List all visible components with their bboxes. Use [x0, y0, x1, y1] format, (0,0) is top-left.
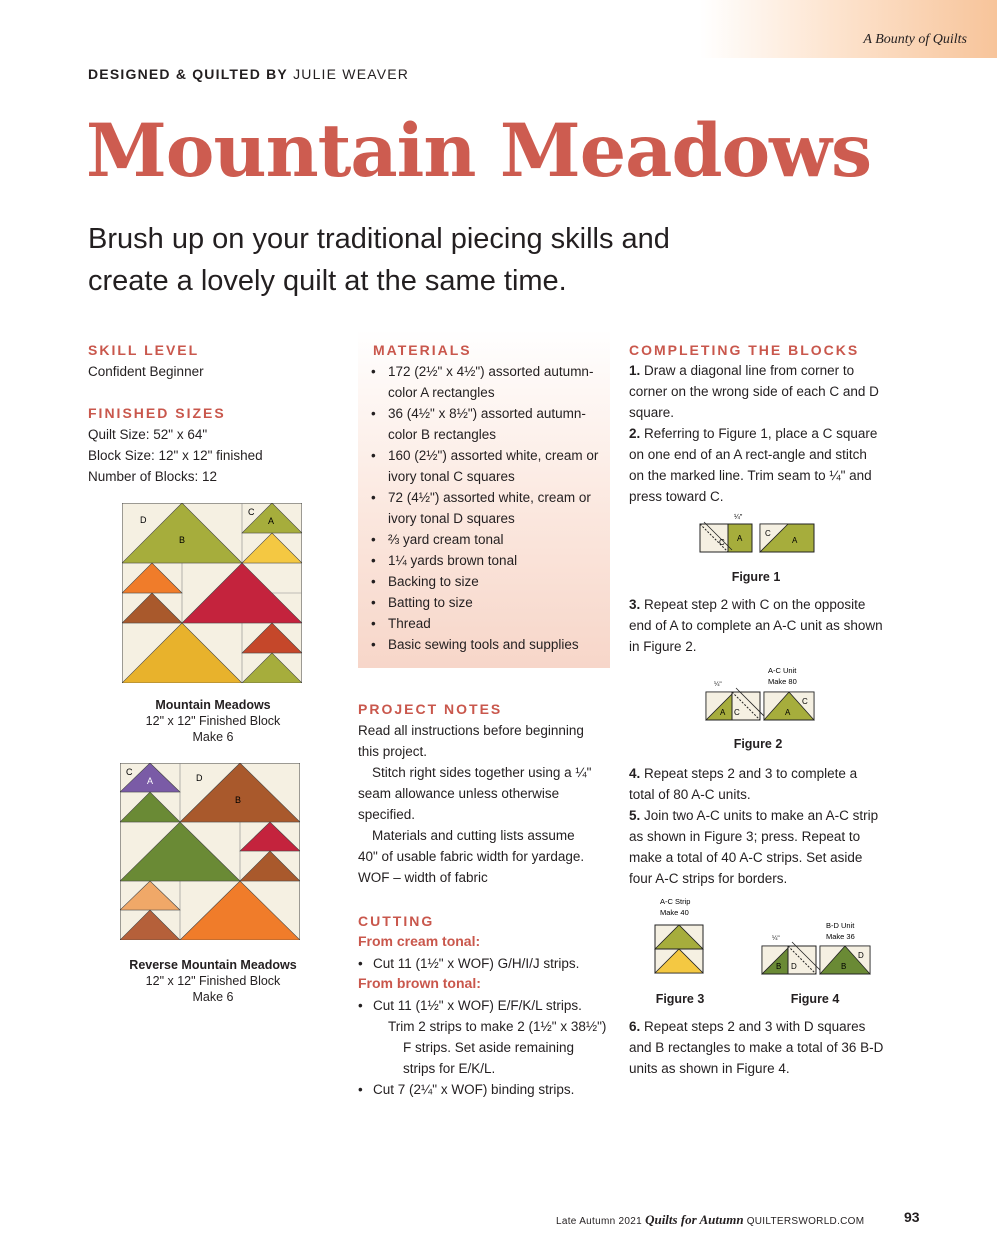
skill-level-value: Confident Beginner: [88, 364, 204, 379]
figure-1-diagram: [696, 510, 818, 558]
step-number: 6.: [629, 1019, 641, 1034]
step-4: [629, 763, 884, 805]
step-2: [629, 423, 884, 507]
block1-make: Make 6: [192, 730, 234, 744]
cutting-cream-heading: From cream tonal:: [358, 933, 481, 949]
project-notes-heading: PROJECT NOTES: [358, 701, 503, 717]
step-6: [629, 1016, 884, 1079]
page-footer: [556, 1212, 864, 1228]
step-text: Repeat steps 2 and 3 with D squares and B rectangles to make a total of 36 B-D units as shown in Figure 4.: [629, 1019, 884, 1076]
fig4-label-d1: D: [791, 962, 797, 971]
block1-label-b: B: [179, 535, 186, 545]
footer-magazine: Quilts for Autumn: [645, 1212, 744, 1227]
step-text: Draw a diagonal line from corner to corner on the wrong side of each C and D square.: [629, 363, 879, 420]
project-notes: [358, 720, 598, 888]
fig2-label-c2: C: [802, 697, 808, 706]
materials-item: • Backing to size: [358, 571, 603, 592]
step-3: [629, 594, 884, 657]
notes-paragraph: Materials and cutting lists assume 40" of usable fabric width for yardage.: [358, 828, 585, 864]
figure-2-diagram: [702, 664, 818, 724]
materials-item: • 1¼ yards brown tonal: [358, 550, 603, 571]
materials-item: • Batting to size: [358, 592, 603, 613]
block2-name: Reverse Mountain Meadows: [129, 958, 297, 972]
fig2-label-a1: A: [720, 708, 726, 717]
notes-paragraph: Read all instructions before beginning this project.: [358, 723, 584, 759]
figure-3-diagram: [650, 895, 710, 979]
step-number: 3.: [629, 597, 641, 612]
step-number: 4.: [629, 766, 641, 781]
byline-label: DESIGNED & QUILTED BY: [88, 66, 288, 82]
skill-level-heading: SKILL LEVEL: [88, 342, 200, 358]
step-number: 2.: [629, 426, 641, 441]
materials-item: • 36 (4½" x 8½") assorted autumn-color B rectangles: [358, 403, 603, 445]
notes-paragraph: Stitch right sides together using a ¼" seam allowance unless otherwise specified.: [358, 765, 592, 822]
reverse-mountain-meadows-block-diagram: [120, 763, 300, 940]
fig2-label-c1: C: [734, 708, 740, 717]
step-text: Repeat step 2 with C on the opposite end of A to complete an A-C unit as shown in Figure 2.: [629, 597, 883, 654]
finished-sizes-list: [88, 424, 263, 487]
materials-item: • 72 (4½") assorted white, cream or ivory tonal D squares: [358, 487, 603, 529]
cutting-heading: CUTTING: [358, 913, 435, 929]
mountain-meadows-block-diagram: [122, 503, 302, 683]
materials-item: • Thread: [358, 613, 603, 634]
fig2-label-a2: A: [785, 708, 791, 717]
block2-label-b: B: [235, 795, 242, 805]
notes-paragraph: WOF – width of fabric: [358, 870, 488, 885]
figure-4-diagram: [758, 918, 874, 978]
block1-label-d: D: [140, 515, 147, 525]
fig1-label-a2: A: [792, 536, 798, 545]
fig3-ac-strip: A-C Strip: [660, 897, 691, 906]
header-banner: [700, 0, 997, 58]
block1-label-a: A: [268, 516, 275, 526]
fig4-label-b1: B: [776, 962, 782, 971]
figure-2-caption: Figure 2: [733, 737, 783, 751]
block2-label-a: A: [147, 776, 154, 786]
block1-size: 12" x 12" Finished Block: [145, 714, 281, 728]
block2-label-c: C: [126, 767, 133, 777]
quilt-size: Quilt Size: 52" x 64": [88, 427, 208, 442]
fig4-bd-unit: B-D Unit: [826, 921, 855, 930]
cutting-cream-list: [358, 953, 608, 974]
step-5: [629, 805, 884, 889]
fig1-label-c2: C: [765, 529, 771, 538]
fig1-label-a1: A: [737, 534, 743, 543]
block-count: Number of Blocks: 12: [88, 469, 218, 484]
cutting-brown-heading: From brown tonal:: [358, 975, 481, 991]
fig4-label-b2: B: [841, 962, 847, 971]
section-banner-text: A Bounty of Quilts: [863, 32, 967, 47]
materials-item: • ⅔ yard cream tonal: [358, 529, 603, 550]
byline: [88, 66, 409, 82]
block1-caption: [92, 697, 334, 745]
fig4-make36: Make 36: [826, 932, 855, 941]
block1-label-c: C: [248, 507, 255, 517]
step-text: Referring to Figure 1, place a C square on one end of an A rect-angle and stitch on the marked line. Trim seam to ¼" and press toward C.: [629, 426, 878, 504]
fig1-label-c1: C: [719, 538, 725, 547]
figure-1-caption: Figure 1: [731, 570, 781, 584]
materials-item: • 160 (2½") assorted white, cream or ivory tonal C squares: [358, 445, 603, 487]
block-size: Block Size: 12" x 12" finished: [88, 448, 263, 463]
cutting-item: [358, 995, 610, 1079]
fig1-quarter: ¼": [734, 514, 743, 521]
fig4-label-d2: D: [858, 951, 864, 960]
materials-item: • 172 (2½" x 4½") assorted autumn-color A rectangles: [358, 361, 603, 403]
fig2-make80: Make 80: [768, 677, 797, 686]
cutting-item: • Cut 7 (2¼" x WOF) binding strips.: [358, 1079, 610, 1100]
finished-sizes-heading: FINISHED SIZES: [88, 405, 226, 421]
materials-heading: MATERIALS: [373, 342, 472, 358]
fig2-ac-unit: A-C Unit: [768, 666, 797, 675]
block2-caption: [92, 957, 334, 1005]
fig3-make40: Make 40: [660, 908, 689, 917]
step-number: 1.: [629, 363, 641, 378]
fig4-quarter: ¼": [772, 935, 780, 942]
step-text: Join two A-C units to make an A-C strip as shown in Figure 3; press. Repeat to make a total of 40 A-C strips. Set aside four A-C strips for borders.: [629, 808, 879, 886]
fig2-quarter: ¼": [714, 681, 722, 688]
byline-name: JULIE WEAVER: [293, 66, 410, 82]
block1-name: Mountain Meadows: [155, 698, 271, 712]
cutting-item: • Cut 11 (1½" x WOF) G/H/I/J strips.: [358, 953, 608, 974]
figure-4-caption: Figure 4: [790, 992, 840, 1006]
page-number: 93: [904, 1209, 920, 1225]
cutting-brown-list: [358, 995, 610, 1100]
materials-list: [358, 361, 603, 655]
footer-site: QUILTERSWORLD.COM: [746, 1216, 865, 1227]
cutting-item-text: Cut 11 (1½" x WOF) E/F/K/L strips.: [373, 998, 582, 1013]
step-number: 5.: [629, 808, 641, 823]
block2-size: 12" x 12" Finished Block: [145, 974, 281, 988]
subtitle: Brush up on your traditional piecing skills and create a lovely quilt at the same time.: [88, 223, 670, 297]
block2-make: Make 6: [192, 990, 234, 1004]
completing-heading: COMPLETING THE BLOCKS: [629, 342, 860, 358]
step-text: Repeat steps 2 and 3 to complete a total of 80 A-C units.: [629, 766, 858, 802]
footer-issue: Late Autumn 2021: [556, 1216, 642, 1227]
block2-label-d: D: [196, 773, 203, 783]
cutting-item-sub: Trim 2 strips to make 2 (1½" x 38½") F strips. Set aside remaining strips for E/K/L.: [388, 1019, 607, 1076]
page-title: Mountain Meadows: [86, 108, 872, 194]
figure-3-caption: Figure 3: [655, 992, 705, 1006]
step-1: [629, 360, 884, 423]
materials-item: • Basic sewing tools and supplies: [358, 634, 603, 655]
